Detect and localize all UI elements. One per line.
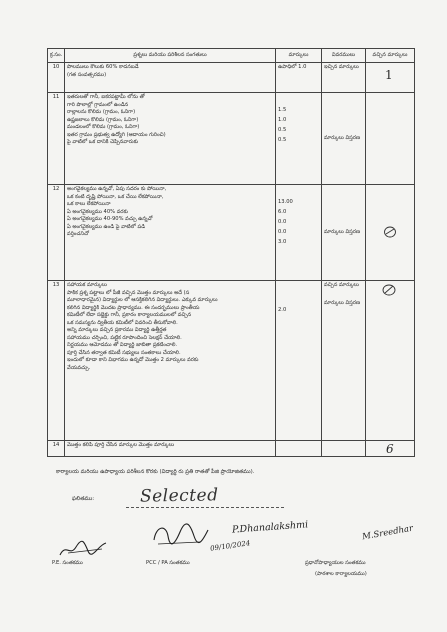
value-line: 0.0 bbox=[278, 219, 287, 225]
row-values bbox=[276, 185, 322, 281]
pe-signature bbox=[58, 537, 110, 559]
header-sno: క్ర.సం. bbox=[48, 49, 65, 63]
criteria-line: ఒక కంటి దృష్టి పోయినా, ఒక చేయి లేకపోయినా, bbox=[67, 193, 164, 200]
row-criteria bbox=[65, 93, 276, 185]
row-given-marks bbox=[366, 63, 415, 93]
criteria-line: సహాయము చర్చించి, పట్టిక రూపొందించి సెలక్షన్ చేయాలి. bbox=[67, 334, 182, 341]
row-number: 12 bbox=[48, 185, 65, 281]
details-text: మార్కులు విస్తరణ bbox=[324, 134, 361, 141]
value-line: 3.0 bbox=[278, 239, 287, 245]
row-number: 11 bbox=[48, 93, 65, 185]
pcc-signature bbox=[150, 520, 210, 550]
value-line: 13.00 bbox=[278, 199, 293, 205]
table-row bbox=[48, 93, 415, 185]
criteria-line: ఏ అంగవైకల్యము ఉండి పై వాటిలో పడి bbox=[67, 223, 146, 230]
signature-name-1: P.Dhanalakshmi bbox=[231, 519, 309, 536]
criteria-line: నిర్ణయము ఆమోదము తో విద్యార్థి జాబితా ప్రకటించాలి. bbox=[67, 342, 178, 349]
criteria-line: సహాయక మార్కులు bbox=[67, 282, 107, 288]
criteria-line: పొలములు కౌలుకు 60% కాదనబడే bbox=[67, 64, 139, 70]
criteria-line: రాల్లాలను కొలిమ (గ్రామం, ఓనిగా) bbox=[67, 109, 136, 116]
criteria-line: కమిటీలో లేదా సబ్జెక్టు గానీ, ప్రకారం కార్యాలయములలో వచ్చిన bbox=[67, 312, 192, 319]
table-header-row bbox=[48, 49, 415, 63]
footer-note: కార్యాలయ మరియు ఉపాధ్యాయ పరిశీలన కొరకు (విద్యార్థి రు ప్రతి రాతతో పీజి ప్రాయోజితము). bbox=[56, 469, 255, 475]
value-line: 6.0 bbox=[278, 209, 287, 215]
criteria-line: ఒక కాలు లేకపోయినా bbox=[67, 201, 111, 208]
value-line: ఉపాధిలో 1.0 bbox=[278, 64, 307, 70]
row-values bbox=[276, 441, 322, 457]
row-given-marks bbox=[366, 93, 415, 185]
row-criteria bbox=[65, 63, 276, 93]
table-row bbox=[48, 63, 415, 93]
header-details: వివరములు bbox=[322, 49, 366, 63]
criteria-line: ఒక సమస్యను ద్వితీయ కమిటీలో వివరించి తీసుకోవాలి. bbox=[67, 319, 178, 326]
row-details: ఇచ్చిన మార్కులు bbox=[322, 63, 366, 93]
header-given-marks: వచ్చిన మార్కులు bbox=[366, 49, 415, 63]
criteria-line: అంగవైకల్యము ఉన్నచో, ఏపు సదరం కు పోయినా, bbox=[67, 186, 167, 192]
criteria-line: వర్తించనిచో bbox=[67, 231, 89, 238]
row-given-marks bbox=[366, 281, 415, 441]
table-row bbox=[48, 185, 415, 281]
pe-sign-label: P.E. సంతకము bbox=[52, 560, 83, 566]
row-details bbox=[322, 281, 366, 441]
signature-name-2: M.Sreedhar bbox=[361, 523, 414, 543]
criteria-line: ఇందులో కూడా కాని విభాగము ఉన్నదో మొత్తం 2 మార్కులు వరకు bbox=[67, 357, 199, 364]
value-line: 1.5 bbox=[278, 107, 287, 113]
decision-label: ఫలితము: bbox=[72, 496, 95, 502]
criteria-line: ఉష్ణజలాలు కొలిమ (గ్రామం, ఓనిగా) bbox=[67, 116, 139, 123]
row-details bbox=[322, 93, 366, 185]
header-criteria: ప్రశ్నలు మరియు పరిశీలన సంగతులు bbox=[65, 49, 276, 63]
handwritten-circle-mark bbox=[382, 225, 398, 239]
row-number: 14 bbox=[48, 441, 65, 457]
decision-underline bbox=[126, 507, 284, 508]
row-criteria bbox=[65, 185, 276, 281]
details-top: వచ్చిన మార్కులు bbox=[324, 282, 359, 288]
hm-sign-label: ప్రధానోపాధ్యాయుల సంతకము bbox=[305, 560, 366, 566]
row-criteria bbox=[65, 281, 276, 441]
criteria-line: ఇతర గ్రామం ప్రభుత్వ ఉద్యోగి (ఆదాయం గురించి) bbox=[67, 131, 166, 138]
row-number: 10 bbox=[48, 63, 65, 93]
criteria-line: మండలంలో కొలిమ (గ్రామం, ఓనిగా) bbox=[67, 124, 140, 131]
row-criteria: మొత్తం కలిపి పూర్తి చేసిన మార్కుల మొత్తం మార్కులు bbox=[65, 441, 276, 457]
hm-sign-sub: (పాఠశాల కార్యాలయము) bbox=[315, 571, 367, 577]
decision-handwritten: Selected bbox=[139, 485, 219, 507]
details-text: మార్కులు విస్తరణ bbox=[324, 228, 361, 235]
signature-date: 09/10/2024 bbox=[209, 539, 251, 553]
criteria-line: పాకిక ప్రశ్న పట్టాలు లో పీజీ వచ్చిన మొత్తం మార్కులు అదే (స bbox=[67, 289, 190, 296]
row-values bbox=[276, 63, 322, 93]
criteria-line: పూర్తి చేసిన తర్వాత కమిటీ సభ్యులు సంతకాలు చేయాలి. bbox=[67, 349, 181, 356]
criteria-line: ఏ అంగవైకల్యము 40% వరకు bbox=[67, 208, 128, 215]
table-row bbox=[48, 441, 415, 457]
row-given-marks bbox=[366, 185, 415, 281]
criteria-line: అన్ని మార్కులు వచ్చిన ప్రకారము విద్యార్థి ఉత్తీర్ణత bbox=[67, 327, 167, 334]
pcc-sign-label: PCC / PA సంతకము bbox=[146, 560, 190, 566]
row-values bbox=[276, 93, 322, 185]
row-details bbox=[322, 185, 366, 281]
criteria-line: ఇతరులతో గానీ, ఐకరపట్టామీ లోను తో bbox=[67, 94, 145, 100]
criteria-line: మూలాధారమైన) విద్యార్థుల లో ఆసక్తికలిగిన విద్యార్థులు. ఎక్కువ మార్కులు bbox=[67, 297, 218, 304]
row-details bbox=[322, 441, 366, 457]
value-line: 2.0 bbox=[278, 307, 287, 313]
criteria-line: పై వాటిలో ఒక దానికి చెప్పినవారుకు bbox=[67, 139, 139, 146]
handwritten-total: 6 bbox=[386, 442, 394, 456]
value-line: 0.0 bbox=[278, 229, 287, 235]
header-marks: మార్కులు bbox=[276, 49, 322, 63]
criteria-line: (గత సంవత్సరము) bbox=[67, 71, 107, 78]
row-given-marks bbox=[366, 441, 415, 457]
criteria-line: గారి పొలాల్లో గ్రామంలో ఉండిన bbox=[67, 101, 129, 108]
value-line: 1.0 bbox=[278, 117, 287, 123]
details-text: మార్కులు విస్తరణ bbox=[324, 299, 361, 306]
table-row bbox=[48, 281, 415, 441]
criteria-line: ఏ అంగవైకల్యము 40-90% వచ్చు ఉన్నచో bbox=[67, 216, 153, 223]
row-number: 13 bbox=[48, 281, 65, 441]
value-line: 0.5 bbox=[278, 137, 287, 143]
criteria-line: వేయవచ్చు. bbox=[67, 364, 91, 371]
evaluation-table bbox=[47, 48, 415, 457]
criteria-line: కలిగిన విద్యార్థికి మొదట ప్రాధాన్యము. ఈ సందర్భములు ప్రాంతీయ bbox=[67, 304, 200, 311]
value-line: 0.5 bbox=[278, 127, 287, 133]
handwritten-mark: 1 bbox=[385, 68, 393, 82]
row-values bbox=[276, 281, 322, 441]
handwritten-circle-mark bbox=[380, 283, 398, 297]
